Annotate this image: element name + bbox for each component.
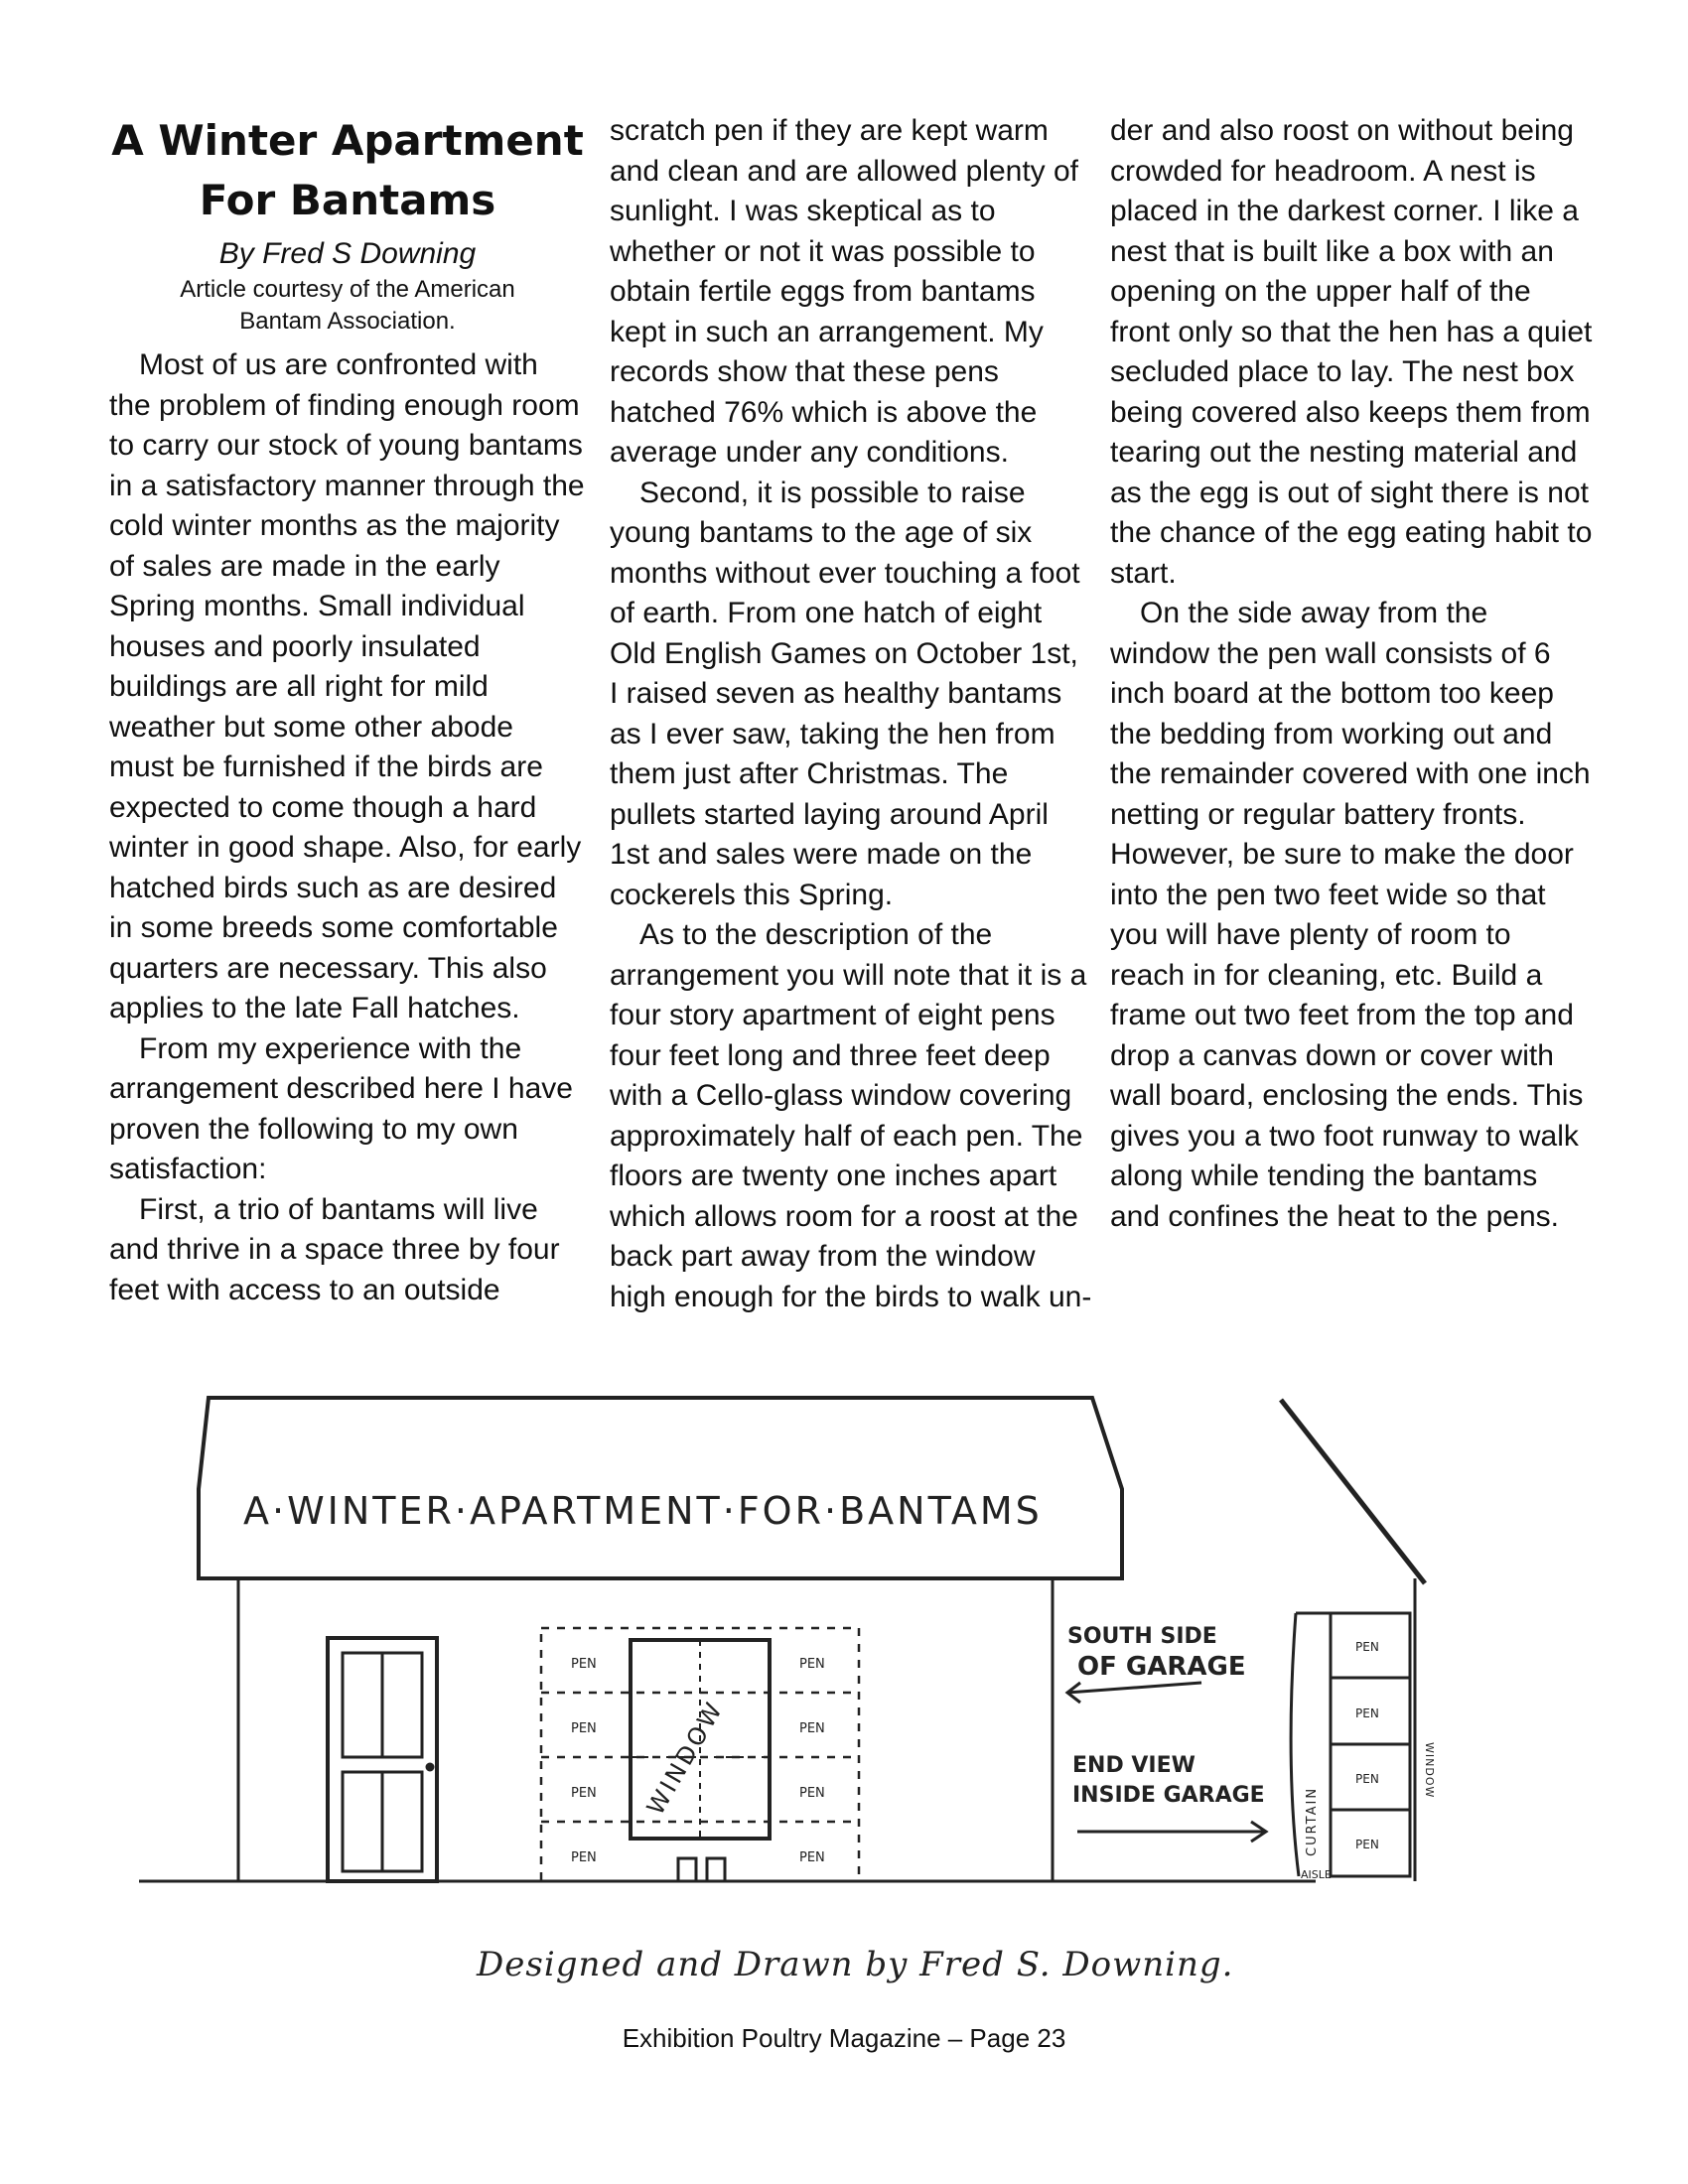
door	[328, 1638, 437, 1881]
annotations	[1067, 1624, 1265, 1808]
garage-roofline	[1281, 1400, 1425, 1583]
pen-label: PEN	[799, 1657, 825, 1672]
roof-sign: A·WINTER·APARTMENT·FOR·BANTAMS	[243, 1489, 1043, 1533]
pen-label: PEN	[799, 1721, 825, 1736]
byline: By Fred S Downing	[218, 237, 477, 270]
paragraph: As to the description of the arrangement you will note that it is a four story apartment of eight pens four feet long and three feet deep with a Cello-glass window covering approximately half of each pen. The floors are twenty one inches apart which allows room for a roost at the back part away from the window high enough for the birds to walk un-	[610, 918, 1092, 1313]
title-line-2: For Bantams	[199, 176, 496, 224]
end-view-line-1: END VIEW	[1072, 1753, 1196, 1778]
paragraph: Most of us are confronted with the problem of finding enough room to carry our stock of young bantams in a satisfactory manner through the cold winter months as the majority of sales are made in the early Spring months. Small individual houses and poorly insulated buildings are all right for mild weather but some other abode must be furnished if the birds are expected to come though a hard winter in good shape. Also, for early hatched birds such as are desired in some breeds some comfortable quarters are necessary. This also applies to the late Fall hatches.	[109, 348, 585, 1024]
drawing-credit: Designed and Drawn by Fred S. Downing.	[477, 1945, 1234, 1984]
south-side-line-2: OF GARAGE	[1077, 1652, 1246, 1682]
article-column-1	[109, 111, 586, 1310]
article-column-3	[1110, 111, 1593, 1237]
aisle-label: AISLE	[1301, 1868, 1332, 1881]
title-line-1: A Winter Apartment	[111, 116, 584, 165]
paragraph: From my experience with the arrangement described here I have proven the following to my own satisfaction:	[109, 1031, 573, 1185]
pen-label: PEN	[799, 1786, 825, 1801]
pen-label: PEN	[1355, 1706, 1379, 1720]
paragraph: First, a trio of bantams will live and thrive in a space three by four feet with access to an outside	[109, 1192, 560, 1306]
pen-label: PEN	[1355, 1640, 1379, 1654]
paragraph-continued: scratch pen if they are kept warm and clean and are allowed plenty of sunlight. I was skeptical as to whether or not it was possible to obtain fertile eggs from bantams kept in such an arrangement. My records show that these pens hatched 76% which is above the average under any conditions.	[610, 114, 1079, 469]
pen-label: PEN	[571, 1786, 597, 1801]
pen-label: PEN	[799, 1850, 825, 1865]
paragraph: Second, it is possible to raise young bantams to the age of six months without ever touching a foot of earth. From one hatch of eight Old English Games on October 1st, I raised seven as healthy bantams as I ever saw, taking the hen from them just after Christmas. The pullets started laying around April 1st and sales were made on the cockerels this Spring.	[610, 476, 1080, 911]
roof	[199, 1398, 1122, 1578]
courtesy-line-2: Bantam Association.	[239, 308, 456, 335]
article-title	[109, 111, 586, 230]
pen-label: PEN	[571, 1657, 597, 1672]
pen-label: PEN	[571, 1721, 597, 1736]
vent	[707, 1858, 725, 1881]
window-label: WINDOW	[640, 1696, 730, 1820]
paragraph: On the side away from the window the pen wall consists of 6 inch board at the bottom too keep the bedding from working out and the remainder covered with one inch netting or regular battery fronts. However, be sure to make the door into the pen two feet wide so that you will have plenty of room to reach in for cleaning, etc. Build a frame out two feet from the top and drop a canvas down or cover with wall board, enclosing the ends. This gives you a two foot runway to walk along while tending the bantams and confines the heat to the pens.	[1110, 597, 1591, 1233]
apartment-drawing	[129, 1380, 1599, 2015]
pen-label: PEN	[1355, 1838, 1379, 1851]
pen-label: PEN	[571, 1850, 597, 1865]
pen-label: PEN	[1355, 1772, 1379, 1786]
curtain-label: CURTAIN	[1305, 1786, 1320, 1856]
side-window-label: WINDOW	[1423, 1742, 1436, 1799]
vent	[678, 1858, 696, 1881]
page-footer: Exhibition Poultry Magazine – Page 23	[622, 2023, 1066, 2053]
paragraph-continued: der and also roost on without being crowded for headroom. A nest is placed in the darkest corner. I like a nest that is built like a box with an opening on the upper half of the front only so that the hen has a quiet secluded place to lay. The nest box being covered also keeps them from tearing out the nesting material and as the egg is out of sight there is not the chance of the egg eating habit to start.	[1110, 114, 1593, 590]
courtesy-line-1: Article courtesy of the American	[180, 276, 515, 303]
article-column-2	[610, 111, 1092, 1317]
south-side-line-1: SOUTH SIDE	[1067, 1624, 1217, 1649]
courtesy-note	[109, 274, 586, 338]
end-view-line-2: INSIDE GARAGE	[1072, 1783, 1265, 1808]
